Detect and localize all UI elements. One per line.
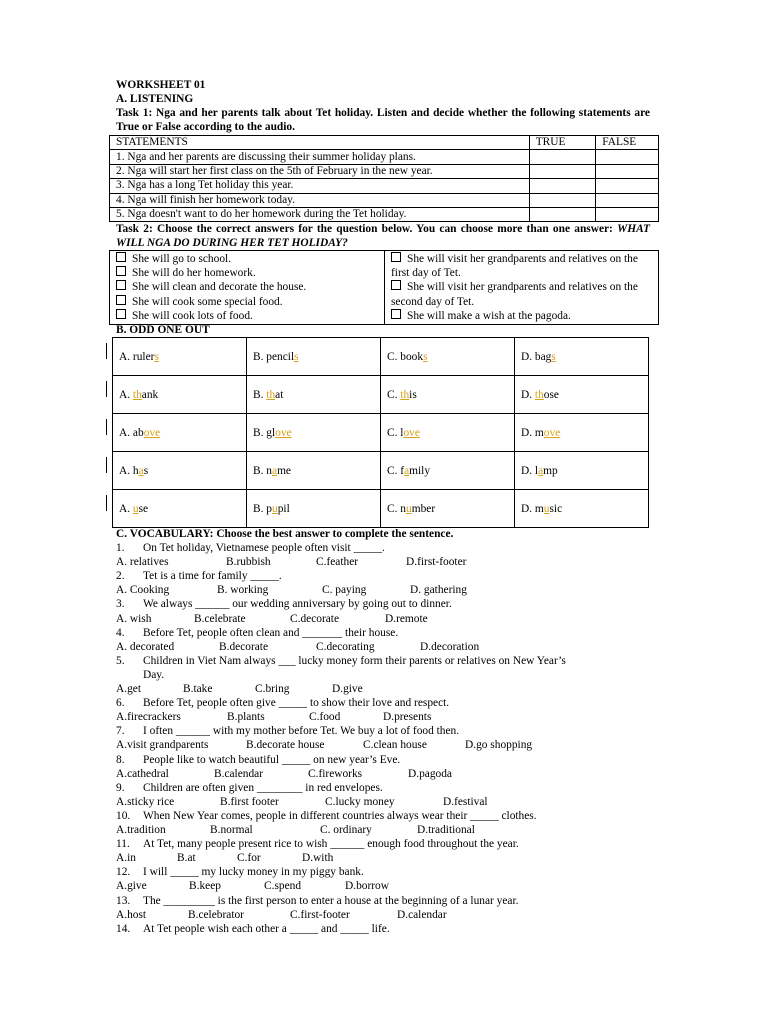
true-cell[interactable]: [529, 179, 596, 193]
answer-option[interactable]: D.remote: [385, 612, 428, 625]
option-label: She will cook some special food.: [132, 295, 283, 308]
answer-option[interactable]: C.lucky money: [325, 795, 395, 808]
margin-mark: [106, 457, 107, 473]
option-prefix: C. book: [387, 350, 424, 363]
option-suffix: me: [277, 464, 291, 477]
option-prefix: D. m: [521, 426, 544, 439]
question-text: Children in Viet Nam always ___ lucky money form their parents or relatives on New Year’s: [143, 654, 566, 667]
odd-option-cell[interactable]: [113, 490, 247, 528]
false-cell[interactable]: [596, 179, 659, 193]
option-prefix: A. h: [119, 464, 139, 477]
question-text: I often ______ with my mother before Tet. We buy a lot of food then.: [143, 725, 460, 738]
answer-option[interactable]: D.traditional: [417, 824, 475, 836]
option-prefix: D. l: [521, 464, 539, 477]
answer-option[interactable]: A.get: [116, 683, 141, 695]
task2-instruction: [116, 222, 650, 250]
question-item: [116, 781, 383, 795]
question-text: People like to watch beautiful _____ on new year’s Eve.: [143, 753, 401, 766]
worksheet-header: [116, 78, 650, 134]
highlighted-sound: u: [132, 502, 139, 515]
table-row: [110, 164, 659, 178]
margin-mark: [106, 381, 107, 397]
question-number: 3.: [116, 598, 125, 611]
option-prefix: B.: [253, 388, 267, 401]
margin-mark: [106, 343, 107, 359]
answer-option[interactable]: C.bring: [255, 683, 290, 695]
highlighted-sound: a: [404, 464, 410, 477]
answer-option[interactable]: C.first-footer: [290, 908, 350, 921]
question-number: 13.: [116, 894, 131, 907]
highlighted-sound: s: [294, 350, 299, 363]
question-number: 11.: [116, 838, 130, 851]
highlighted-sound: th: [400, 388, 410, 401]
odd-option-cell[interactable]: [381, 414, 515, 452]
answer-option[interactable]: D.pagoda: [408, 767, 452, 780]
question-text: Children are often given ________ in red envelopes.: [143, 781, 383, 794]
option-suffix: at: [275, 388, 284, 401]
highlighted-sound: th: [534, 388, 544, 401]
odd-option-cell[interactable]: [247, 452, 381, 490]
false-cell[interactable]: [596, 164, 659, 178]
highlighted-sound: ove: [543, 426, 561, 439]
question-item: [116, 696, 449, 710]
checkbox-icon[interactable]: [391, 252, 401, 262]
checkbox-icon[interactable]: [116, 266, 126, 276]
list-item[interactable]: [391, 280, 652, 308]
option-label: She will clean and decorate the house.: [132, 281, 307, 294]
section-b-heading: B. ODD ONE OUT: [116, 324, 210, 336]
answer-option[interactable]: A.sticky rice: [116, 795, 175, 808]
option-label: She will visit her grandparents and relatives on the first day of Tet.: [391, 253, 638, 280]
answer-option[interactable]: A.give: [116, 880, 147, 893]
question-number: 2.: [116, 570, 125, 583]
highlighted-sound: ove: [403, 426, 420, 439]
question-item: [116, 894, 518, 908]
option-label: She will go to school.: [132, 253, 232, 265]
question-number: 14.: [116, 922, 131, 935]
option-prefix: C. l: [387, 426, 404, 439]
odd-option-cell[interactable]: [381, 452, 515, 490]
checkbox-icon[interactable]: [116, 295, 126, 305]
highlighted-sound: ove: [143, 426, 161, 439]
odd-option-cell[interactable]: [113, 414, 247, 452]
option-prefix: C.: [387, 388, 401, 401]
answer-option[interactable]: D.borrow: [345, 880, 389, 893]
true-cell[interactable]: [529, 207, 596, 221]
false-cell[interactable]: [596, 193, 659, 207]
answer-option[interactable]: A.firecrackers: [116, 711, 181, 724]
odd-option-cell[interactable]: [247, 414, 381, 452]
answer-option[interactable]: A.in: [116, 852, 136, 865]
option-prefix: A.: [119, 502, 133, 515]
answer-option[interactable]: B.celebrator: [188, 908, 244, 921]
list-item[interactable]: [391, 252, 652, 280]
answer-option[interactable]: B.decorate house: [246, 739, 325, 752]
question-text: At Tet, many people present rice to wish ______ enough food throughout the year.: [143, 838, 519, 851]
odd-option-cell[interactable]: [515, 452, 649, 490]
question-number: 7.: [116, 725, 125, 738]
table-row: [113, 376, 649, 414]
highlighted-sound: th: [266, 388, 276, 401]
answer-option[interactable]: A. wish: [116, 612, 152, 625]
option-suffix: pil: [277, 502, 290, 515]
answer-option[interactable]: C.feather: [316, 556, 359, 569]
table-row: [113, 452, 649, 490]
question-text: On Tet holiday, Vietnamese people often visit _____.: [143, 542, 385, 554]
section-c-heading: C. VOCABULARY: Choose the best answer to complete the sentence.: [116, 528, 454, 540]
odd-option-cell[interactable]: [247, 490, 381, 528]
answer-option[interactable]: C.spend: [264, 880, 302, 893]
option-prefix: D. m: [521, 502, 544, 515]
task1-instruction: Task 1: Nga and her parents talk about Tet holiday. Listen and decide whether the following statements are True or False according to the audio.: [116, 107, 650, 133]
statement-text: 5. Nga doesn't want to do her homework during the Tet holiday.: [110, 207, 530, 221]
option-prefix: A. ab: [119, 426, 144, 439]
answer-option[interactable]: D.calendar: [397, 908, 447, 921]
option-prefix: B. p: [253, 502, 272, 515]
odd-option-cell[interactable]: [381, 376, 515, 414]
margin-mark: [106, 495, 107, 511]
question-text-continued: Day.: [143, 668, 165, 681]
answer-option[interactable]: B. working: [217, 584, 269, 597]
question-item: [116, 597, 452, 611]
list-item[interactable]: [391, 309, 652, 323]
task2-right-column: [385, 251, 659, 325]
question-text: At Tet people wish each other a _____ and _____ life.: [143, 922, 390, 935]
option-prefix: C. f: [387, 464, 405, 477]
answer-option[interactable]: A.cathedral: [116, 767, 169, 780]
section-a-heading: A. LISTENING: [116, 93, 194, 105]
task2-question: WHAT WILL NGA DO DURING HER TET HOLIDAY?: [116, 223, 650, 249]
list-item[interactable]: [116, 266, 378, 280]
answer-option[interactable]: B.rubbish: [226, 556, 271, 569]
false-cell[interactable]: [596, 150, 659, 164]
question-text: We always ______ our wedding anniversary by going out to dinner.: [143, 598, 452, 611]
answer-option[interactable]: B.decorate: [219, 640, 269, 653]
answer-option[interactable]: D. gathering: [410, 584, 467, 597]
false-cell[interactable]: [596, 207, 659, 221]
odd-option-cell[interactable]: [113, 452, 247, 490]
false-header: FALSE: [596, 136, 659, 150]
true-cell[interactable]: [529, 193, 596, 207]
odd-option-cell[interactable]: [515, 376, 649, 414]
answer-option[interactable]: C.fireworks: [308, 767, 363, 780]
question-number: 8.: [116, 753, 125, 766]
answer-option[interactable]: C.for: [237, 852, 261, 865]
question-item: [116, 753, 400, 767]
answer-option[interactable]: B.calendar: [214, 767, 264, 780]
table-row: [110, 179, 659, 193]
highlighted-sound: u: [406, 502, 412, 515]
question-item: [116, 724, 459, 738]
highlighted-sound: ove: [275, 426, 292, 439]
statement-text: 3. Nga has a long Tet holiday this year.: [110, 179, 530, 193]
option-prefix: D. bag: [521, 350, 552, 363]
question-text: When New Year comes, people in different countries always wear their _____ clothes.: [143, 809, 537, 822]
odd-option-cell[interactable]: [381, 490, 515, 528]
highlighted-sound: s: [154, 350, 159, 363]
table-row: [113, 338, 649, 376]
answer-option[interactable]: D.presents: [383, 711, 432, 724]
answer-option[interactable]: B.take: [183, 683, 213, 695]
odd-option-cell[interactable]: [247, 338, 381, 376]
highlighted-sound: a: [538, 464, 544, 477]
odd-option-cell[interactable]: [381, 338, 515, 376]
question-item: [116, 654, 566, 668]
answer-option[interactable]: A. relatives: [116, 556, 169, 569]
question-item: [116, 922, 390, 936]
option-suffix: se: [138, 502, 149, 515]
table-row: [113, 414, 649, 452]
worksheet-title: WORKSHEET 01: [116, 79, 206, 91]
statement-text: 1. Nga and her parents are discussing their summer holiday plans.: [110, 150, 530, 164]
odd-option-cell[interactable]: [247, 376, 381, 414]
option-label: She will cook lots of food.: [132, 309, 253, 322]
question-number: 4.: [116, 626, 125, 639]
highlighted-sound: th: [132, 388, 142, 401]
question-text: Before Tet, people often clean and _______ their house.: [143, 626, 399, 639]
odd-one-out-table: [112, 337, 649, 528]
question-number: 9.: [116, 781, 125, 794]
answer-option[interactable]: C. ordinary: [320, 824, 372, 836]
task2-prefix: Task 2: Choose the correct answers for the question below. You can choose more than one answer:: [116, 223, 618, 235]
highlighted-sound: u: [543, 502, 550, 515]
statement-text: 4. Nga will finish her homework today.: [110, 193, 530, 207]
question-item: [116, 837, 519, 851]
answer-option[interactable]: C.food: [309, 711, 341, 724]
list-item[interactable]: [116, 252, 378, 266]
option-label: She will do her homework.: [132, 267, 256, 280]
question-text: Tet is a time for family _____.: [143, 570, 282, 583]
odd-option-cell[interactable]: [113, 338, 247, 376]
highlighted-sound: u: [272, 502, 278, 515]
table-row: [110, 193, 659, 207]
odd-option-cell[interactable]: [515, 414, 649, 452]
option-prefix: B. gl: [253, 426, 276, 439]
question-item: [116, 626, 398, 640]
question-number: 12.: [116, 866, 131, 879]
option-suffix: ose: [543, 388, 559, 401]
highlighted-sound: s: [551, 350, 556, 363]
answer-option[interactable]: C.clean house: [363, 739, 427, 752]
question-item: [116, 809, 537, 823]
true-false-table: [109, 135, 659, 222]
option-suffix: sic: [549, 502, 563, 515]
option-suffix: ank: [141, 388, 159, 401]
answer-option[interactable]: A.tradition: [116, 824, 166, 836]
answer-option[interactable]: D.give: [332, 683, 363, 695]
table-row: [113, 490, 649, 528]
list-item[interactable]: [116, 280, 378, 294]
answer-option[interactable]: B.keep: [189, 880, 221, 893]
statement-text: 2. Nga will start her first class on the 5th of February in the new year.: [110, 164, 530, 178]
answer-option[interactable]: D.decoration: [420, 640, 480, 653]
option-prefix: B. pencil: [253, 350, 295, 363]
answer-option[interactable]: B.celebrate: [194, 612, 246, 625]
answer-option[interactable]: B.plants: [227, 711, 265, 724]
highlighted-sound: a: [272, 464, 278, 477]
answer-option[interactable]: D.go shopping: [465, 739, 533, 752]
option-prefix: A.: [119, 388, 133, 401]
option-suffix: mily: [409, 464, 431, 477]
table-row: [110, 207, 659, 221]
checkbox-icon[interactable]: [116, 280, 126, 290]
highlighted-sound: s: [423, 350, 428, 363]
option-label: She will visit her grandparents and relatives on the second day of Tet.: [391, 281, 638, 308]
answer-option[interactable]: B.normal: [210, 824, 253, 836]
option-suffix: mp: [543, 464, 558, 477]
question-item: [116, 569, 282, 583]
question-number: 6.: [116, 697, 125, 710]
statements-header: STATEMENTS: [110, 136, 530, 150]
highlighted-sound: a: [138, 464, 144, 477]
question-item: [116, 541, 385, 555]
task2-left-column: [110, 251, 385, 325]
option-prefix: D.: [521, 388, 535, 401]
true-header: TRUE: [529, 136, 596, 150]
option-prefix: A. ruler: [119, 350, 155, 363]
answer-option[interactable]: B.at: [177, 852, 196, 865]
true-cell[interactable]: [529, 150, 596, 164]
question-text: The _________ is the first person to enter a house at the beginning of a lunar year.: [143, 894, 519, 907]
answer-option[interactable]: A. decorated: [116, 640, 175, 653]
question-number: 10.: [116, 809, 131, 822]
question-number: 1.: [116, 542, 125, 554]
task2-options-table: [109, 250, 659, 325]
answer-option[interactable]: A.visit grandparents: [116, 739, 209, 752]
list-item[interactable]: [116, 295, 378, 309]
checkbox-icon[interactable]: [391, 309, 401, 319]
option-label: She will make a wish at the pagoda.: [407, 309, 571, 322]
true-cell[interactable]: [529, 164, 596, 178]
option-suffix: mber: [411, 502, 436, 515]
table-header-row: [110, 136, 659, 150]
checkbox-icon[interactable]: [391, 280, 401, 290]
checkbox-icon[interactable]: [116, 252, 126, 262]
answer-option[interactable]: D.first-footer: [406, 556, 467, 569]
question-text: I will _____ my lucky money in my piggy bank.: [143, 866, 364, 879]
option-prefix: B. n: [253, 464, 272, 477]
answer-option[interactable]: D.festival: [443, 795, 488, 808]
question-number: 5.: [116, 654, 125, 667]
answer-option[interactable]: D.with: [302, 852, 334, 865]
question-text: Before Tet, people often give _____ to show their love and respect.: [143, 697, 450, 710]
answer-option[interactable]: A. Cooking: [116, 584, 170, 597]
odd-option-cell[interactable]: [515, 338, 649, 376]
margin-mark: [106, 419, 107, 435]
checkbox-icon[interactable]: [116, 309, 126, 319]
answer-option[interactable]: B.first footer: [220, 795, 279, 808]
odd-option-cell[interactable]: [515, 490, 649, 528]
odd-option-cell[interactable]: [113, 376, 247, 414]
option-prefix: C. n: [387, 502, 406, 515]
answer-option[interactable]: C. paying: [322, 584, 367, 597]
option-suffix: is: [409, 388, 417, 401]
table-row: [110, 150, 659, 164]
answer-option[interactable]: C.decorating: [316, 640, 375, 653]
answer-option[interactable]: C.decorate: [290, 612, 340, 625]
list-item[interactable]: [116, 309, 378, 323]
option-suffix: s: [143, 464, 149, 477]
answer-option[interactable]: A.host: [116, 908, 147, 921]
question-item: [116, 865, 364, 879]
